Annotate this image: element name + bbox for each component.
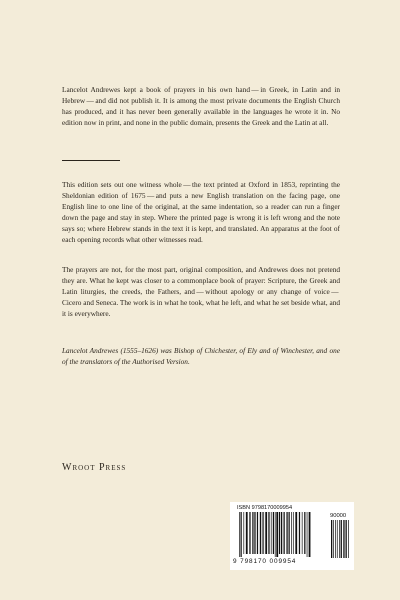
barcode-stripe bbox=[279, 512, 280, 554]
barcode-stripe bbox=[339, 520, 340, 558]
edition-text: This edition sets out one witness whole — the text printed at Oxford in 1853, reprinting the Sheldonian edition of 1675 — and puts a new English translation on the facing page, one English line to one line of the original, at the same indentation, so a reader can run a finger down the page and stay in step. Where the printed page is wrong it is left wrong and the note says so; where Hebrew stands in the text it is kept, and translated. An apparatus at the foot of each opening records what other witnesses read. bbox=[62, 180, 340, 245]
barcode-stripe bbox=[304, 512, 305, 554]
barcode-stripe bbox=[254, 512, 255, 554]
barcode-stripe bbox=[246, 512, 248, 554]
barcode-stripe bbox=[260, 512, 261, 554]
barcode-digits: 9 798170 009954 bbox=[233, 558, 297, 565]
barcode-stripe bbox=[252, 512, 253, 554]
intro-paragraph bbox=[62, 84, 340, 128]
section-divider bbox=[62, 160, 120, 161]
content-paragraph bbox=[62, 264, 340, 319]
barcode-stripe bbox=[331, 520, 332, 558]
price-code: 90000 bbox=[330, 513, 347, 519]
author-bio bbox=[62, 345, 340, 367]
barcode-stripe bbox=[241, 512, 242, 557]
barcode-stripe bbox=[273, 512, 274, 554]
barcode-stripe bbox=[281, 512, 282, 554]
barcode-stripe bbox=[284, 512, 285, 554]
barcode-stripe bbox=[268, 512, 269, 554]
barcode-stripe bbox=[343, 520, 344, 558]
content-text: The prayers are not, for the most part, original composition, and Andrewes does not pretend they are. What he kept was closer to a commonplace book of prayer: Scripture, the Greek and Latin liturgies, the creeds, the Fathers, and — without apology or any change of voice — Cicero and Seneca. The work is in what he took, what he left, and what he set beside what, and it is everywhere. bbox=[62, 265, 340, 319]
barcode-stripe bbox=[263, 512, 264, 554]
barcode-stripe bbox=[348, 520, 349, 558]
barcode-stripe bbox=[333, 520, 334, 558]
barcode-stripe bbox=[243, 512, 244, 554]
isbn-barcode bbox=[230, 502, 354, 570]
intro-text: Lancelot Andrewes kept a book of prayers in his own hand — in Greek, in Latin and in Hebrew — and did not publish it. It is among the most private documents the English Church has produced, and it has never been generally available in the languages he wrote it in. No edition now in print, and none in the public domain, presents the Greek and the Latin at all. bbox=[62, 85, 340, 128]
barcode-stripe bbox=[249, 512, 250, 554]
barcode-stripe bbox=[276, 512, 278, 557]
author-bio-text: Lancelot Andrewes (1555–1626) was Bishop of Chichester, of Ely and of Winchester, and one of the translators of the Authorised Version. bbox=[62, 346, 340, 367]
barcode-stripe bbox=[307, 512, 308, 557]
publisher-name: Wroot Press bbox=[62, 462, 127, 473]
barcode-stripe bbox=[262, 512, 263, 554]
isbn-label: ISBN 9798170009954 bbox=[237, 505, 293, 511]
barcode-stripe bbox=[291, 512, 292, 554]
barcode-stripe bbox=[337, 520, 338, 558]
barcode-stripe bbox=[299, 512, 300, 554]
barcode-stripe bbox=[293, 512, 294, 554]
barcode-stripe bbox=[289, 512, 290, 554]
barcode-stripe bbox=[295, 512, 297, 554]
barcode-stripe bbox=[302, 512, 303, 554]
barcode-stripe bbox=[239, 512, 240, 557]
barcode-stripe bbox=[265, 512, 267, 554]
barcode-stripe bbox=[309, 512, 311, 557]
barcode-stripe bbox=[346, 520, 347, 558]
barcode-stripe bbox=[271, 512, 272, 554]
barcode-stripe bbox=[257, 512, 258, 554]
barcode-stripe bbox=[286, 512, 287, 554]
barcode-stripe bbox=[341, 520, 342, 558]
edition-paragraph bbox=[62, 179, 340, 246]
barcode-stripe bbox=[275, 512, 276, 557]
barcode-stripe bbox=[335, 520, 336, 558]
